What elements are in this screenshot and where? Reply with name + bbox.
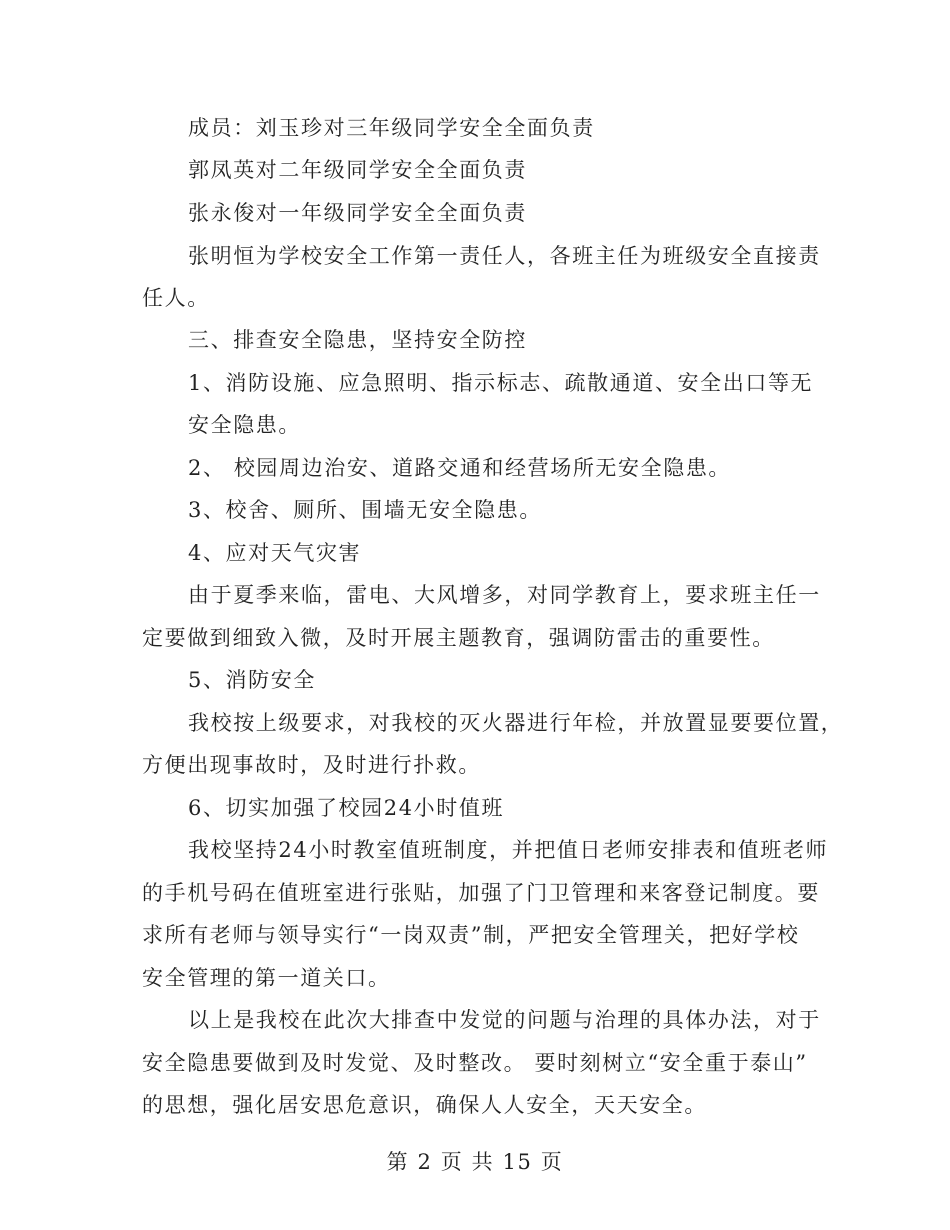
text-line: 2、 校园周边治安、道路交通和经营场所无安全隐患。 — [188, 456, 732, 480]
text-line: 郭凤英对二年级同学安全全面负责 — [188, 158, 527, 182]
text-line: 求所有老师与领导实行“一岗双责”制，严把安全管理关，把好学校 — [142, 923, 800, 947]
text-line: 张明恒为学校安全工作第一责任人，各班主任为班级安全直接责 — [188, 244, 821, 268]
text-line: 定要做到细致入微，及时开展主题教育，强调防雷击的重要性。 — [142, 626, 775, 650]
text-line: 1、消防设施、应急照明、指示标志、疏散通道、安全出口等无 — [188, 371, 814, 395]
text-line: 安全管理的第一道关口。 — [142, 966, 391, 990]
text-line: 安全隐患要做到及时发觉、及时整改。 要时刻树立“安全重于泰山” — [142, 1051, 808, 1075]
text-line: 成员：刘玉珍对三年级同学安全全面负责 — [188, 116, 595, 140]
text-line: 我校按上级要求，对我校的灭火器进行年检，并放置显要要位置， — [188, 711, 844, 735]
text-line: 3、校舍、厕所、围墙无安全隐患。 — [188, 498, 542, 522]
text-line: 方便出现事故时，及时进行扑救。 — [142, 753, 481, 777]
page-number-footer: 第 2 页 共 15 页 — [386, 1150, 564, 1174]
text-line: 我校坚持24小时教室值班制度，并把值日老师安排表和值班老师 — [188, 838, 829, 862]
text-line: 4、应对天气灾害 — [188, 541, 362, 565]
text-line: 以上是我校在此次大排查中发觉的问题与治理的具体办法，对于 — [188, 1008, 821, 1032]
text-line: 的思想，强化居安思危意识，确保人人安全，天天安全。 — [142, 1093, 707, 1117]
text-line: 任人。 — [142, 286, 210, 310]
text-line: 由于夏季来临，雷电、大风增多，对同学教育上，要求班主任一 — [188, 583, 821, 607]
text-line: 的手机号码在值班室进行张贴，加强了门卫管理和来客登记制度。要 — [142, 881, 820, 905]
text-line: 6、切实加强了校园24小时值班 — [188, 796, 505, 820]
section-heading: 三、排查安全隐患，坚持安全防控 — [188, 328, 527, 352]
text-line: 张永俊对一年级同学安全全面负责 — [188, 201, 527, 225]
text-line: 安全隐患。 — [188, 413, 301, 437]
text-line: 5、消防安全 — [188, 668, 316, 692]
